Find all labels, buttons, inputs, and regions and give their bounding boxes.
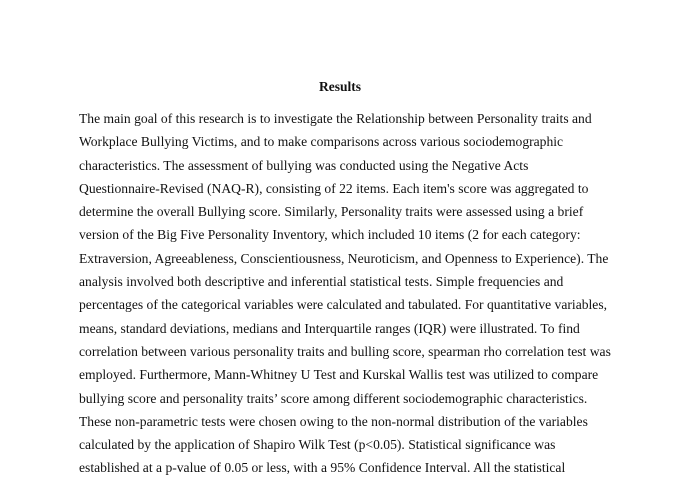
paragraph-line: Workplace Bullying Victims, and to make comparisons across various sociodemographic [79,134,564,150]
section-heading: Results [318,79,361,94]
paragraph-line: percentages of the categorical variables were calculated and tabulated. For quantitative variables, [79,297,608,313]
paragraph-line: version of the Big Five Personality Inventory, which included 10 items (2 for each category: [79,227,581,243]
paragraph-line: determine the overall Bullying score. Similarly, Personality traits were assessed using a brief [79,204,584,220]
paragraph-line: bullying score and personality traits’ score among different sociodemographic characteristics. [79,390,588,406]
paragraph-line: The main goal of this research is to investigate the Relationship between Personality traits and [79,111,592,126]
paragraph-line: established at a p-value of 0.05 or less, with a 95% Confidence Interval. All the statistical [79,460,566,476]
body-paragraph [79,107,659,480]
paragraph-line: Extraversion, Agreeableness, Conscientiousness, Neuroticism, and Openness to Experience). The [79,250,609,266]
paragraph-line: employed. Furthermore, Mann-Whitney U Test and Kurskal Wallis test was utilized to compare [79,367,599,383]
paragraph-line: calculated by the application of Shapiro Wilk Test (p<0.05). Statistical significance was [79,437,556,453]
paragraph-line: analysis involved both descriptive and inferential statistical tests. Simple frequencies and [79,274,564,290]
paragraph-line: Questionnaire-Revised (NAQ-R), consisting of 22 items. Each item's score was aggregated to [79,180,589,196]
paragraph-line: characteristics. The assessment of bullying was conducted using the Negative Acts [79,157,529,173]
paragraph-line: These non-parametric tests were chosen owing to the non-normal distribution of the variables [79,413,588,429]
paragraph-line: means, standard deviations, medians and Interquartile ranges (IQR) were illustrated. To find [79,320,580,336]
paragraph-line: correlation between various personality traits and bulling score, spearman rho correlation test was [79,343,611,359]
